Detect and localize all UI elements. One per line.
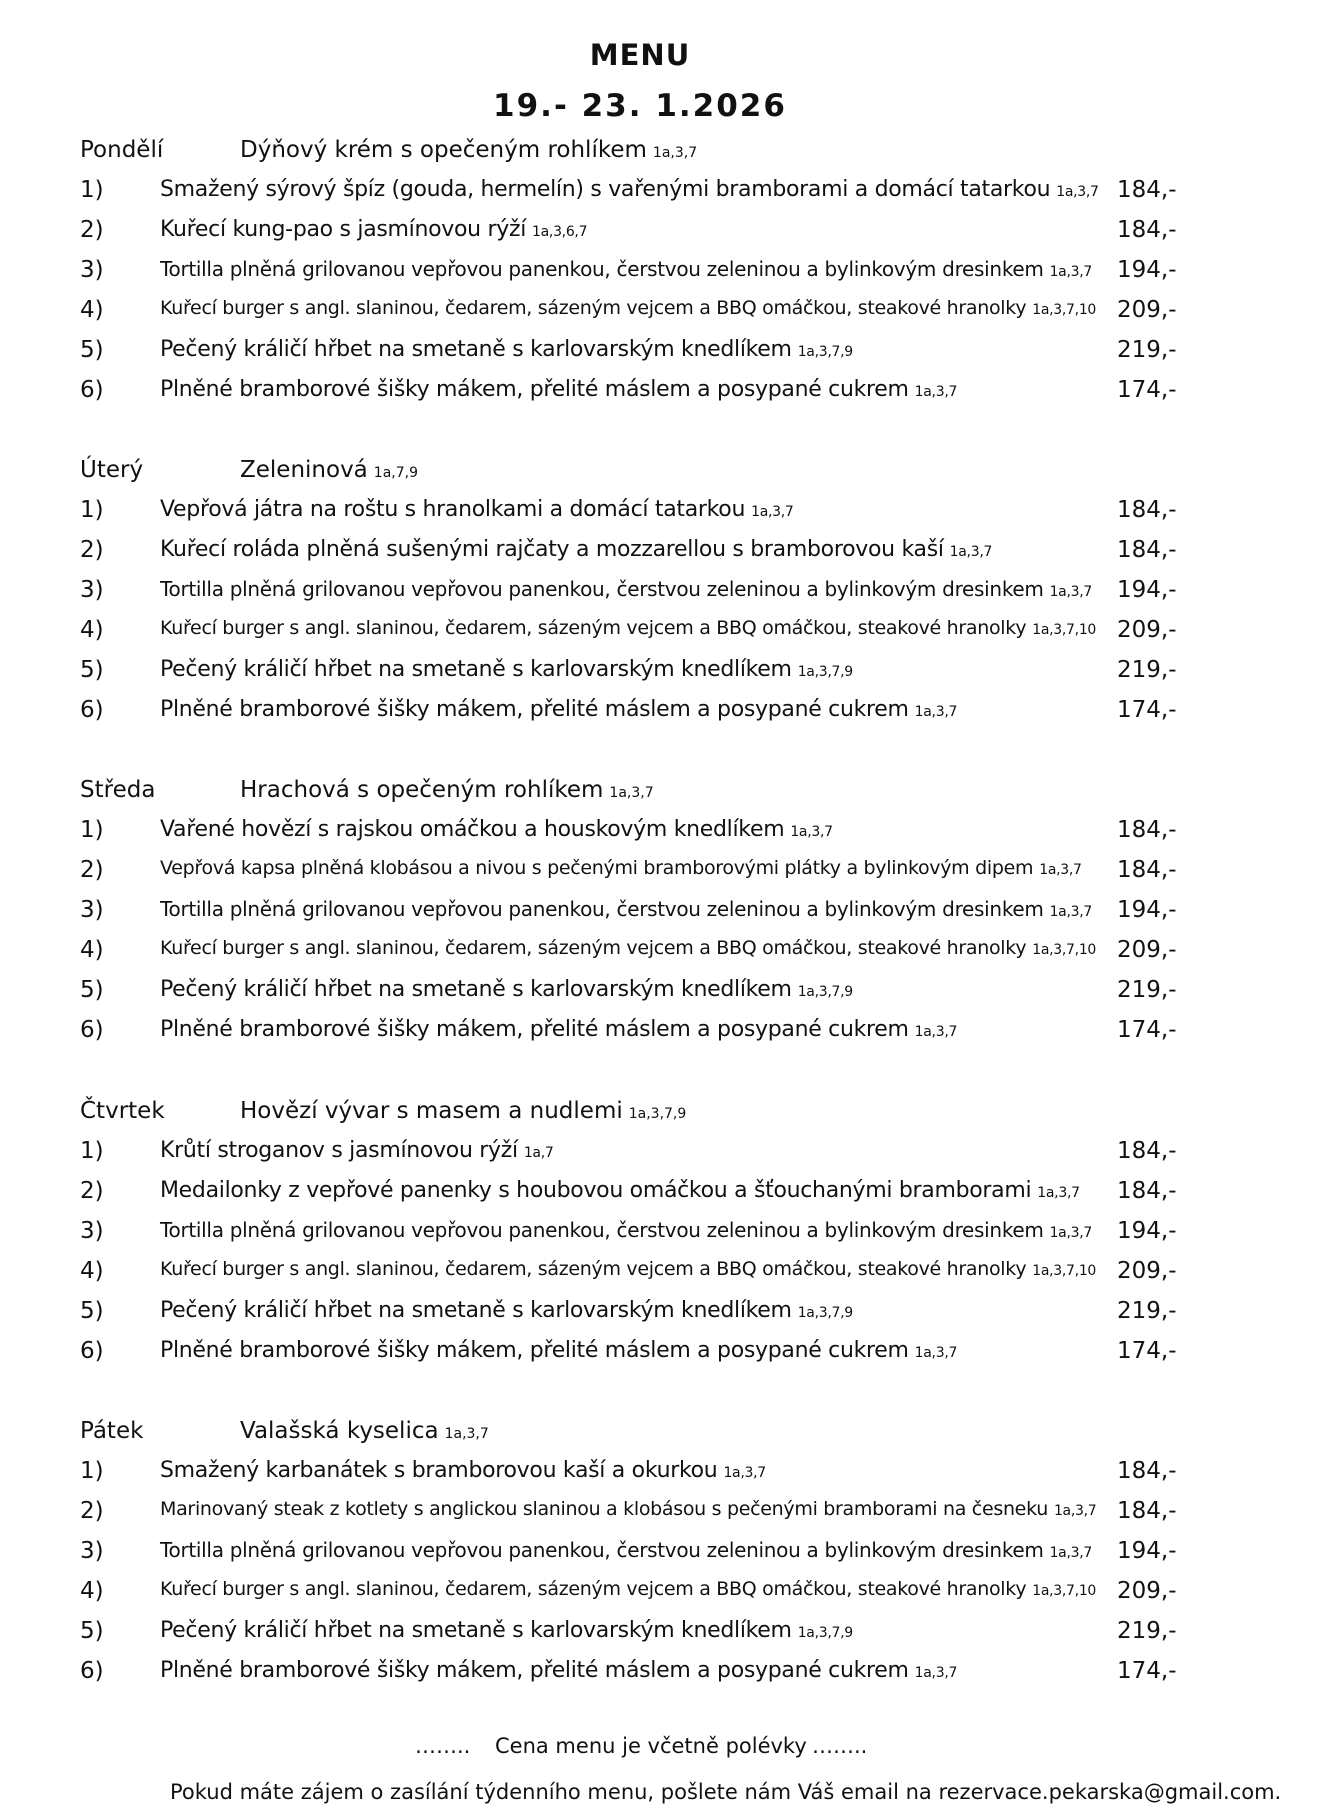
- item-dish: [160, 377, 957, 402]
- menu-item: [0, 1017, 1320, 1057]
- menu-item: [0, 1298, 1320, 1338]
- item-price: 184,-: [1117, 177, 1177, 203]
- dish-allergens: 1a,7: [523, 1145, 554, 1161]
- dish-allergens: 1a,3,7,10: [1032, 302, 1097, 318]
- dish-allergens: 1a,3,7,10: [1032, 622, 1097, 638]
- dish-name: Plněné bramborové šišky mákem, přelité máslem a posypané cukrem: [160, 1338, 909, 1363]
- dish-name: Pečený králičí hřbet na smetaně s karlovarským knedlíkem: [160, 1618, 792, 1643]
- menu-item: [0, 377, 1320, 417]
- menu-item: [0, 177, 1320, 217]
- dish-allergens: 1a,3,7: [1053, 1503, 1097, 1519]
- item-number: 6): [80, 1658, 104, 1684]
- item-number: 3): [80, 257, 104, 283]
- soup-name: Hrachová s opečeným rohlíkem: [240, 777, 604, 803]
- item-number: 1): [80, 817, 104, 843]
- item-dish: [160, 1218, 1092, 1242]
- dish-name: Kuřecí burger s angl. slaninou, čedarem, sázeným vejcem a BBQ omáčkou, steakové hranolky: [160, 1258, 1027, 1280]
- menu-item: [0, 977, 1320, 1017]
- soup-allergens: 1a,3,7: [609, 785, 654, 801]
- menu-item: [0, 1658, 1320, 1698]
- item-number: 1): [80, 177, 104, 203]
- item-dish: [160, 697, 957, 722]
- item-price: 184,-: [1117, 857, 1177, 883]
- dish-name: Kuřecí roláda plněná sušenými rajčaty a mozzarellou s bramborovou kaší: [160, 537, 944, 562]
- menu-item: [0, 1338, 1320, 1378]
- dish-allergens: 1a,3,7: [1049, 584, 1092, 600]
- item-dish: [160, 1178, 1080, 1203]
- soup-allergens: 1a,3,7,9: [628, 1106, 687, 1122]
- soup-allergens: 1a,7,9: [373, 465, 418, 481]
- item-price: 209,-: [1117, 617, 1177, 643]
- dish-name: Pečený králičí hřbet na smetaně s karlovarským knedlíkem: [160, 977, 792, 1002]
- menu-item: [0, 1138, 1320, 1178]
- dish-name: Krůtí stroganov s jasmínovou rýží: [160, 1138, 518, 1163]
- item-dish: [160, 857, 1082, 879]
- dish-allergens: 1a,3,7,9: [797, 1625, 853, 1641]
- dish-name: Pečený králičí hřbet na smetaně s karlovarským knedlíkem: [160, 337, 792, 362]
- item-number: 4): [80, 1258, 104, 1284]
- menu-item: [0, 897, 1320, 937]
- soup-of-the-day: [240, 457, 418, 483]
- dish-name: Plněné bramborové šišky mákem, přelité máslem a posypané cukrem: [160, 1017, 909, 1042]
- dish-allergens: 1a,3,7,9: [797, 1305, 853, 1321]
- item-price: 174,-: [1117, 1017, 1177, 1043]
- dish-name: Medailonky z vepřové panenky s houbovou omáčkou a šťouchanými bramborami: [160, 1178, 1032, 1203]
- dish-allergens: 1a,3,7: [914, 1024, 958, 1040]
- dish-name: Tortilla plněná grilovanou vepřovou panenkou, čerstvou zeleninou a bylinkovým dresinkem: [160, 897, 1044, 921]
- item-dish: [160, 577, 1092, 601]
- day-name: Středa: [80, 777, 156, 803]
- item-dish: [160, 657, 853, 682]
- soup-of-the-day: [240, 1418, 489, 1444]
- day-section: [0, 777, 1320, 1057]
- item-number: 1): [80, 497, 104, 523]
- item-price: 209,-: [1117, 297, 1177, 323]
- item-price: 209,-: [1117, 1258, 1177, 1284]
- item-dish: [160, 1338, 957, 1363]
- item-number: 1): [80, 1458, 104, 1484]
- item-dish: [160, 1258, 1096, 1280]
- dish-allergens: 1a,3,7,10: [1032, 1583, 1097, 1599]
- item-number: 6): [80, 377, 104, 403]
- dish-name: Kuřecí burger s angl. slaninou, čedarem, sázeným vejcem a BBQ omáčkou, steakové hranolky: [160, 937, 1027, 959]
- soup-name: Valašská kyselica: [240, 1418, 439, 1444]
- item-price: 194,-: [1117, 1218, 1177, 1244]
- item-dish: [160, 617, 1096, 639]
- item-number: 3): [80, 577, 104, 603]
- dish-allergens: 1a,3,7: [1056, 184, 1099, 200]
- item-number: 4): [80, 1578, 104, 1604]
- item-price: 184,-: [1117, 1138, 1177, 1164]
- menu-title: MENU: [589, 38, 691, 72]
- menu-item: [0, 577, 1320, 617]
- item-price: 184,-: [1117, 817, 1177, 843]
- dish-allergens: 1a,3,7: [1049, 904, 1092, 920]
- item-number: 6): [80, 1017, 104, 1043]
- dish-allergens: 1a,3,7: [790, 824, 833, 840]
- menu-item: [0, 1178, 1320, 1218]
- item-price: 184,-: [1117, 1458, 1177, 1484]
- item-dish: [160, 937, 1096, 959]
- dish-name: Vepřová játra na roštu s hranolkami a domácí tatarkou: [160, 497, 746, 522]
- day-name: Úterý: [80, 457, 144, 483]
- item-price: 174,-: [1117, 1338, 1177, 1364]
- item-dish: [160, 1458, 766, 1483]
- day-section: [0, 1418, 1320, 1698]
- menu-item: [0, 217, 1320, 257]
- dish-allergens: 1a,3,7: [1049, 1545, 1092, 1561]
- item-number: 5): [80, 1298, 104, 1324]
- soup-of-the-day: [240, 137, 697, 163]
- soup-of-the-day: [240, 1098, 686, 1124]
- day-header: [0, 1098, 1320, 1138]
- menu-item: [0, 297, 1320, 337]
- item-price: 219,-: [1117, 657, 1177, 683]
- item-price: 209,-: [1117, 1578, 1177, 1604]
- item-dish: [160, 1498, 1096, 1520]
- item-price: 194,-: [1117, 897, 1177, 923]
- item-number: 5): [80, 657, 104, 683]
- menu-item: [0, 1578, 1320, 1618]
- dish-name: Tortilla plněná grilovanou vepřovou panenkou, čerstvou zeleninou a bylinkovým dresinkem: [160, 257, 1044, 281]
- item-number: 2): [80, 857, 104, 883]
- item-dish: [160, 977, 853, 1002]
- menu-item: [0, 1458, 1320, 1498]
- item-number: 2): [80, 537, 104, 563]
- item-dish: [160, 1618, 853, 1643]
- item-dish: [160, 257, 1092, 281]
- item-number: 6): [80, 697, 104, 723]
- item-number: 4): [80, 937, 104, 963]
- dish-name: Tortilla plněná grilovanou vepřovou panenkou, čerstvou zeleninou a bylinkovým dresinkem: [160, 577, 1044, 601]
- dish-allergens: 1a,3,7: [723, 1465, 766, 1481]
- dish-name: Pečený králičí hřbet na smetaně s karlovarským knedlíkem: [160, 1298, 792, 1323]
- soup-name: Hovězí vývar s masem a nudlemi: [240, 1098, 623, 1124]
- dish-name: Plněné bramborové šišky mákem, přelité máslem a posypané cukrem: [160, 1658, 909, 1683]
- item-dish: [160, 1578, 1096, 1600]
- item-price: 184,-: [1117, 1178, 1177, 1204]
- dish-allergens: 1a,3,7,10: [1032, 1263, 1097, 1279]
- soup-name: Dýňový krém s opečeným rohlíkem: [240, 137, 647, 163]
- item-number: 5): [80, 337, 104, 363]
- item-number: 3): [80, 1218, 104, 1244]
- item-price: 194,-: [1117, 257, 1177, 283]
- dish-allergens: 1a,3,7: [914, 1345, 958, 1361]
- dish-allergens: 1a,3,7: [1037, 1185, 1080, 1201]
- day-name: Čtvrtek: [80, 1098, 165, 1124]
- soup-allergens: 1a,3,7: [444, 1426, 489, 1442]
- day-section: [0, 457, 1320, 737]
- day-name: Pondělí: [80, 137, 164, 163]
- item-price: 184,-: [1117, 1498, 1177, 1524]
- item-dish: [160, 897, 1092, 921]
- dish-name: Smažený karbanátek s bramborovou kaší a okurkou: [160, 1458, 718, 1483]
- item-dish: [160, 1538, 1092, 1562]
- day-header: [0, 137, 1320, 177]
- item-dish: [160, 817, 833, 842]
- dish-name: Plněné bramborové šišky mákem, přelité máslem a posypané cukrem: [160, 697, 909, 722]
- dish-allergens: 1a,3,6,7: [532, 224, 588, 240]
- dish-allergens: 1a,3,7: [949, 544, 993, 560]
- dish-name: Plněné bramborové šišky mákem, přelité máslem a posypané cukrem: [160, 377, 909, 402]
- dish-allergens: 1a,3,7: [914, 384, 958, 400]
- day-section: [0, 137, 1320, 417]
- dish-name: Smažený sýrový špíz (gouda, hermelín) s vařenými bramborami a domácí tatarkou: [160, 177, 1051, 202]
- dots-right: ……..: [812, 1734, 868, 1758]
- item-price: 174,-: [1117, 697, 1177, 723]
- item-number: 5): [80, 1618, 104, 1644]
- dish-name: Tortilla plněná grilovanou vepřovou panenkou, čerstvou zeleninou a bylinkovým dresinkem: [160, 1538, 1044, 1562]
- menu-item: [0, 617, 1320, 657]
- dish-allergens: 1a,3,7,9: [797, 984, 853, 1000]
- item-number: 3): [80, 897, 104, 923]
- menu-item: [0, 497, 1320, 537]
- item-number: 2): [80, 1178, 104, 1204]
- item-dish: [160, 337, 853, 362]
- item-number: 5): [80, 977, 104, 1003]
- item-price: 219,-: [1117, 337, 1177, 363]
- day-header: [0, 777, 1320, 817]
- dots-left: ……..: [415, 1734, 471, 1758]
- item-price: 219,-: [1117, 977, 1177, 1003]
- item-dish: [160, 537, 992, 562]
- item-number: 4): [80, 297, 104, 323]
- item-price: 194,-: [1117, 577, 1177, 603]
- item-number: 2): [80, 217, 104, 243]
- soup-of-the-day: [240, 777, 654, 803]
- item-price: 184,-: [1117, 217, 1177, 243]
- item-number: 4): [80, 617, 104, 643]
- menu-item: [0, 257, 1320, 297]
- item-price: 194,-: [1117, 1538, 1177, 1564]
- menu-date-range: 19.- 23. 1.2026: [493, 88, 787, 124]
- dish-name: Kuřecí kung-pao s jasmínovou rýží: [160, 217, 527, 242]
- dish-name: Kuřecí burger s angl. slaninou, čedarem, sázeným vejcem a BBQ omáčkou, steakové hranolky: [160, 1578, 1027, 1600]
- item-price: 219,-: [1117, 1618, 1177, 1644]
- menu-item: [0, 817, 1320, 857]
- day-section: [0, 1098, 1320, 1378]
- menu-item: [0, 1258, 1320, 1298]
- menu-item: [0, 937, 1320, 977]
- contact-note: Pokud máte zájem o zasílání týdenního menu, pošlete nám Váš email na rezervace.pekarska@gmail.com.: [170, 1780, 1282, 1804]
- item-dish: [160, 177, 1099, 202]
- soup-name: Zeleninová: [240, 457, 368, 483]
- item-price: 174,-: [1117, 377, 1177, 403]
- dish-name: Vařené hovězí s rajskou omáčkou a houskovým knedlíkem: [160, 817, 785, 842]
- item-number: 3): [80, 1538, 104, 1564]
- item-dish: [160, 497, 794, 522]
- dish-name: Tortilla plněná grilovanou vepřovou panenkou, čerstvou zeleninou a bylinkovým dresinkem: [160, 1218, 1044, 1242]
- price-note: Cena menu je včetně polévky: [495, 1734, 807, 1758]
- day-header: [0, 1418, 1320, 1458]
- menu-item: [0, 537, 1320, 577]
- day-header: [0, 457, 1320, 497]
- item-price: 219,-: [1117, 1298, 1177, 1324]
- dish-allergens: 1a,3,7: [1039, 862, 1082, 878]
- dish-allergens: 1a,3,7: [914, 704, 958, 720]
- dish-name: Marinovaný steak z kotlety s anglickou slaninou a klobásou s pečenými bramborami na česneku: [160, 1498, 1048, 1520]
- item-price: 184,-: [1117, 497, 1177, 523]
- menu-item: [0, 1218, 1320, 1258]
- menu-item: [0, 697, 1320, 737]
- dish-name: Kuřecí burger s angl. slaninou, čedarem, sázeným vejcem a BBQ omáčkou, steakové hranolky: [160, 297, 1027, 319]
- item-price: 174,-: [1117, 1658, 1177, 1684]
- menu-item: [0, 337, 1320, 377]
- menu-item: [0, 1538, 1320, 1578]
- item-dish: [160, 1658, 957, 1683]
- menu-item: [0, 1618, 1320, 1658]
- day-name: Pátek: [80, 1418, 144, 1444]
- item-number: 6): [80, 1338, 104, 1364]
- dish-name: Vepřová kapsa plněná klobásou a nivou s pečenými bramborovými plátky a bylinkovým dipem: [160, 857, 1034, 879]
- item-price: 184,-: [1117, 537, 1177, 563]
- item-price: 209,-: [1117, 937, 1177, 963]
- dish-allergens: 1a,3,7,9: [797, 664, 853, 680]
- menu-item: [0, 857, 1320, 897]
- dish-name: Pečený králičí hřbet na smetaně s karlovarským knedlíkem: [160, 657, 792, 682]
- item-number: 1): [80, 1138, 104, 1164]
- soup-allergens: 1a,3,7: [652, 145, 698, 161]
- item-dish: [160, 1017, 957, 1042]
- dish-name: Kuřecí burger s angl. slaninou, čedarem, sázeným vejcem a BBQ omáčkou, steakové hranolky: [160, 617, 1027, 639]
- dish-allergens: 1a,3,7: [1049, 1225, 1092, 1241]
- menu-item: [0, 1498, 1320, 1538]
- item-dish: [160, 1138, 553, 1163]
- item-dish: [160, 297, 1096, 319]
- dish-allergens: 1a,3,7: [751, 504, 794, 520]
- item-dish: [160, 1298, 853, 1323]
- dish-allergens: 1a,3,7,9: [797, 344, 853, 360]
- menu-item: [0, 657, 1320, 697]
- item-number: 2): [80, 1498, 104, 1524]
- dish-allergens: 1a,3,7,10: [1032, 942, 1097, 958]
- dish-allergens: 1a,3,7: [1049, 264, 1092, 280]
- item-dish: [160, 217, 587, 242]
- dish-allergens: 1a,3,7: [914, 1665, 958, 1681]
